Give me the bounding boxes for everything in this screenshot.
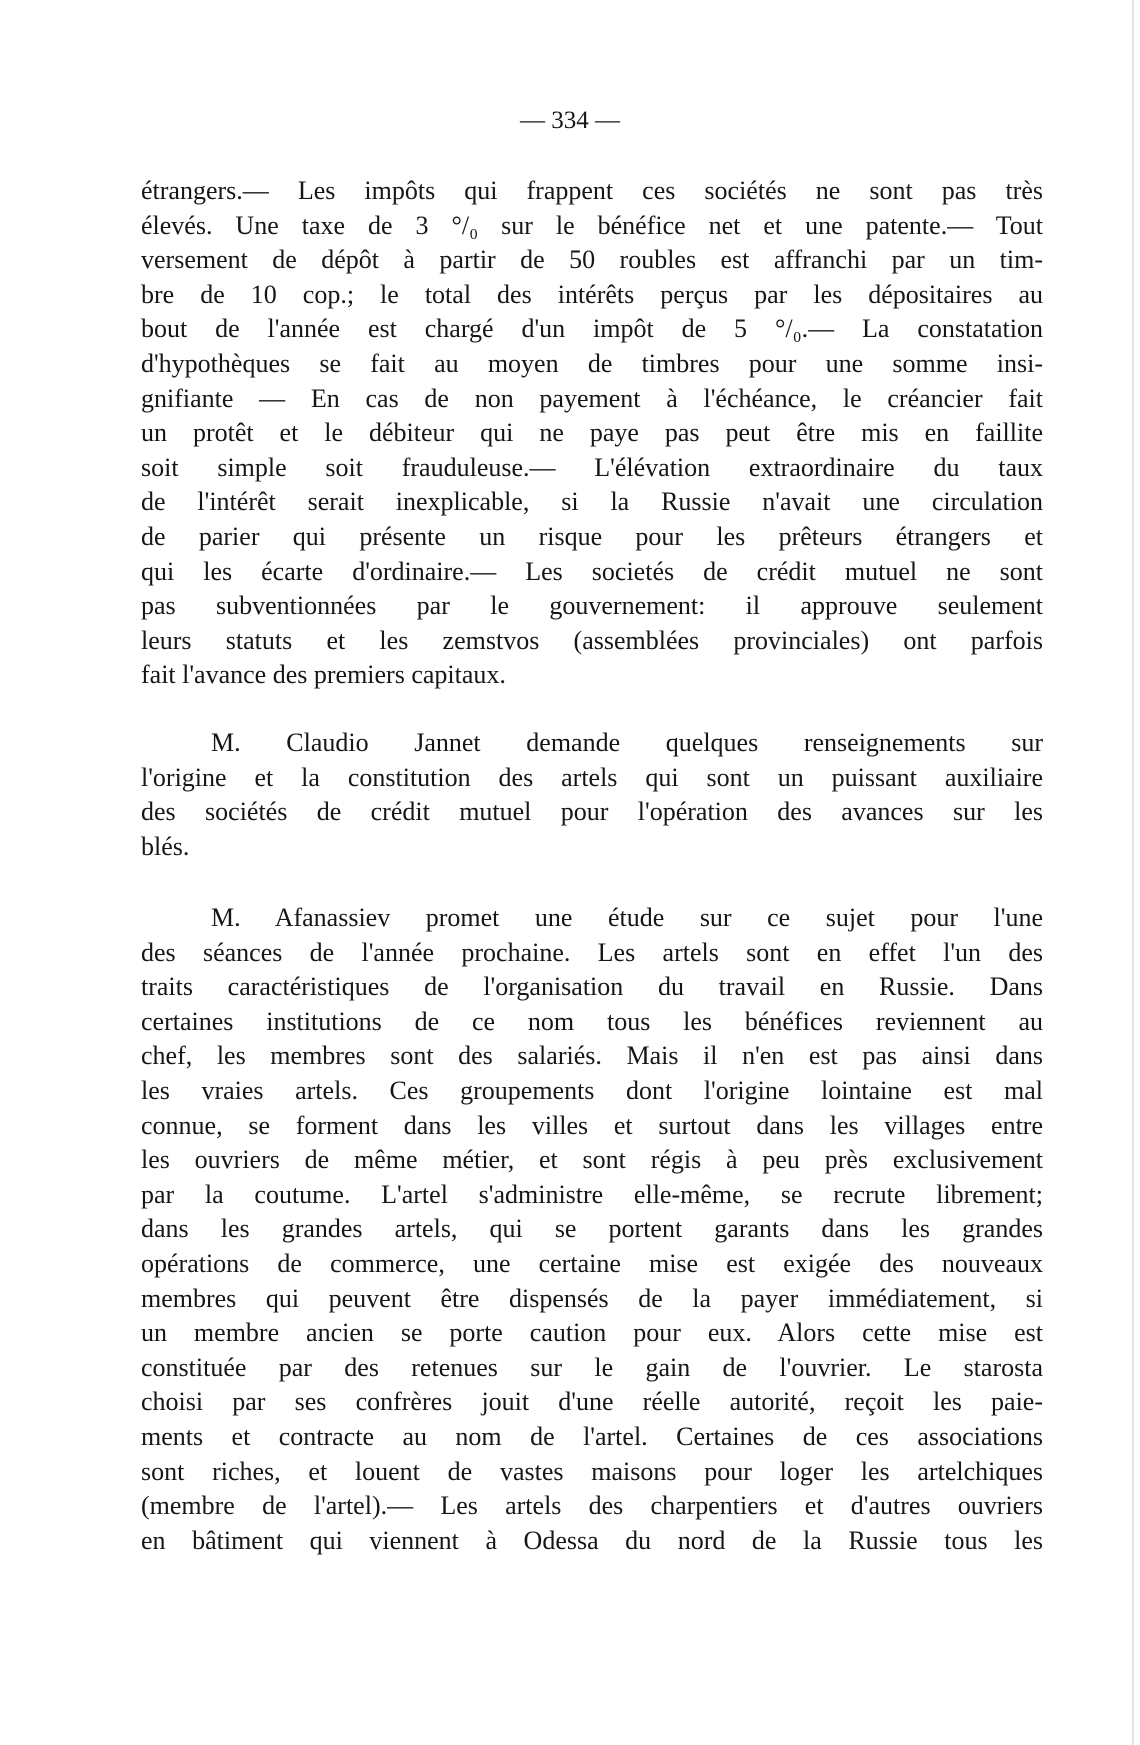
text-line: dans les grandes artels, qui se portent garants dans les grandes (141, 1214, 1043, 1244)
text-line: les vraies artels. Ces groupements dont l'origine lointaine est mal (141, 1075, 1043, 1105)
text-line: de parier qui présente un risque pour les prêteurs étrangers et (141, 521, 1043, 551)
page-number: — 334 — (520, 107, 620, 134)
text-line: l'origine et la constitution des artels qui sont un puissant auxiliaire (141, 762, 1043, 792)
text-line: pas subventionnées par le gouvernement: il approuve seulement (141, 591, 1043, 621)
text-line: chef, les membres sont des salariés. Mais il n'en est pas ainsi dans (141, 1041, 1043, 1071)
text-line: gnifiante — En cas de non payement à l'échéance, le créancier fait (141, 383, 1043, 413)
text-line: M. Claudio Jannet demande quelques renseignements sur (211, 728, 1043, 757)
text-line: bout de l'année est chargé d'un impôt de 5 °/₀.— La constatation (141, 314, 1043, 344)
text-line: sont riches, et louent de vastes maisons pour loger les artelchiques (141, 1456, 1043, 1486)
text-line: fait l'avance des premiers capitaux. (141, 660, 506, 690)
text-line: qui les écarte d'ordinaire.— Les societés de crédit mutuel ne sont (141, 556, 1043, 586)
text-line: leurs statuts et les zemstvos (assemblées provinciales) ont parfois (141, 625, 1043, 655)
text-line: membres qui peuvent être dispensés de la payer immédiatement, si (141, 1283, 1043, 1313)
text-line: traits caractéristiques de l'organisation du travail en Russie. Dans (141, 972, 1043, 1002)
text-line: un membre ancien se porte caution pour eux. Alors cette mise est (141, 1318, 1043, 1348)
scan-edge (1132, 0, 1134, 1745)
text-line: (membre de l'artel).— Les artels des charpentiers et d'autres ouvriers (141, 1491, 1043, 1521)
text-line: élevés. Une taxe de 3 °/₀ sur le bénéfice net et une patente.— Tout (141, 210, 1043, 240)
text-line: bre de 10 cop.; le total des intérêts perçus par les dépositaires au (141, 279, 1043, 309)
paragraph-claudio-jannet (141, 726, 1043, 864)
text-line: des séances de l'année prochaine. Les artels sont en effet l'un des (141, 937, 1043, 967)
text-line: opérations de commerce, une certaine mise est exigée des nouveaux (141, 1248, 1043, 1278)
text-line: d'hypothèques se fait au moyen de timbres pour une somme insi- (141, 348, 1043, 378)
text-line: des sociétés de crédit mutuel pour l'opération des avances sur les (141, 797, 1043, 827)
text-line: en bâtiment qui viennent à Odessa du nord de la Russie tous les (141, 1525, 1043, 1555)
text-line: les ouvriers de même métier, et sont régis à peu près exclusivement (141, 1145, 1043, 1175)
text-line: un protêt et le débiteur qui ne paye pas peut être mis en faillite (141, 418, 1043, 448)
paragraph-taxes (141, 174, 1043, 693)
text-line: par la coutume. L'artel s'administre elle-même, se recrute librement; (141, 1179, 1043, 1209)
text-line: versement de dépôt à partir de 50 roubles est affranchi par un tim- (141, 245, 1043, 275)
text-line: certaines institutions de ce nom tous les bénéfices reviennent au (141, 1006, 1043, 1036)
text-line: soit simple soit frauduleuse.— L'élévation extraordinaire du taux (141, 452, 1043, 482)
text-line: choisi par ses confrères jouit d'une réelle autorité, reçoit les paie- (141, 1387, 1043, 1417)
text-line: M. Afanassiev promet une étude sur ce sujet pour l'une (211, 903, 1043, 932)
paragraph-afanassiev (141, 901, 1043, 1558)
text-line: ments et contracte au nom de l'artel. Certaines de ces associations (141, 1421, 1043, 1451)
text-line: étrangers.— Les impôts qui frappent ces sociétés ne sont pas très (141, 176, 1043, 205)
text-line: blés. (141, 831, 190, 861)
text-line: de l'intérêt serait inexplicable, si la Russie n'avait une circulation (141, 487, 1043, 517)
text-line: connue, se forment dans les villes et surtout dans les villages entre (141, 1110, 1043, 1140)
text-line: constituée par des retenues sur le gain de l'ouvrier. Le starosta (141, 1352, 1043, 1382)
